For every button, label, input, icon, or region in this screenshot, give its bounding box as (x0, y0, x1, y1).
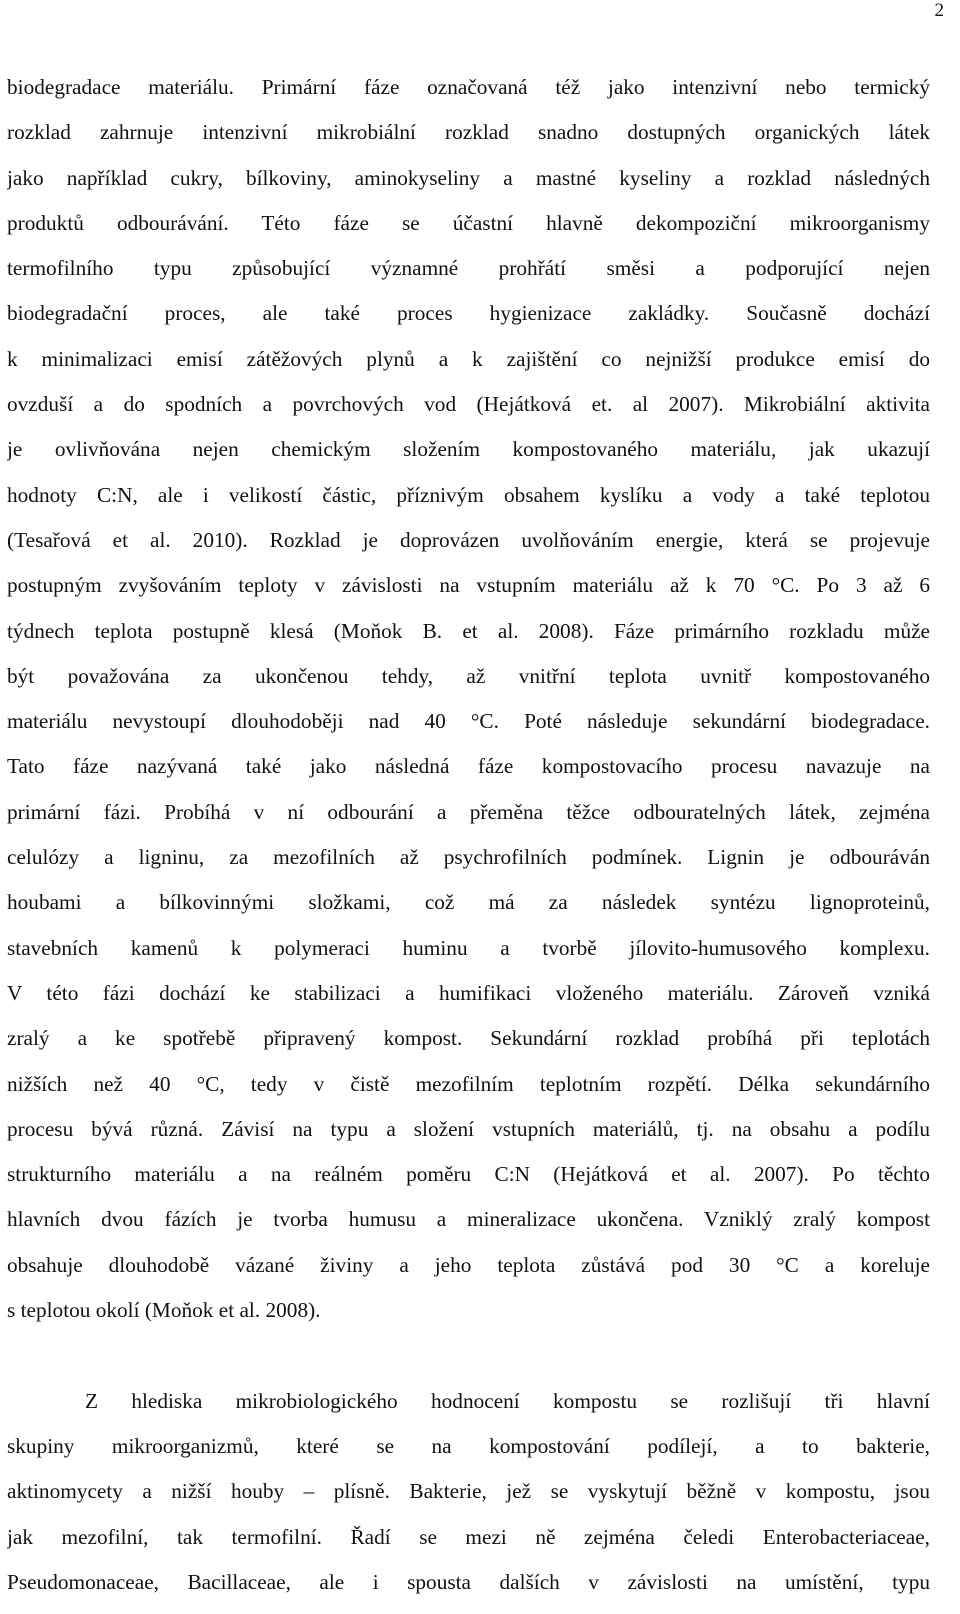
text-line: obsahuje dlouhodobě vázané živiny a jeho teplota zůstává pod 30 °C a koreluje (7, 1252, 930, 1277)
document-body (7, 65, 930, 1605)
text-line: hodnoty C:N, ale i velikostí částic, příznivým obsahem kyslíku a vody a také teplotou (7, 482, 930, 507)
page-number: 2 (934, 0, 944, 21)
text-line: jak mezofilní, tak termofilní. Řadí se mezi ně zejména čeledi Enterobacteriaceae, (7, 1524, 930, 1549)
text-line: zralý a ke spotřebě připravený kompost. Sekundární rozklad probíhá při teplotách (7, 1026, 930, 1051)
text-line: jako například cukry, bílkoviny, aminokyseliny a mastné kyseliny a rozklad následných (7, 165, 930, 190)
text-line: primární fázi. Probíhá v ní odbourání a přeměna těžce odbouratelných látek, zejména (7, 799, 930, 824)
text-line: procesu bývá různá. Závisí na typu a složení vstupních materiálů, tj. na obsahu a podílu (7, 1116, 930, 1141)
text-line: týdnech teplota postupně klesá (Moňok B. et al. 2008). Fáze primárního rozkladu může (7, 618, 930, 643)
text-line: houbami a bílkovinnými složkami, což má za následek syntézu lignoproteinů, (7, 890, 930, 915)
text-line: Tato fáze nazývaná také jako následná fáze kompostovacího procesu navazuje na (7, 754, 930, 779)
text-line: celulózy a ligninu, za mezofilních až psychrofilních podmínek. Lignin je odbouráván (7, 845, 930, 870)
text-line: V této fázi dochází ke stabilizaci a humifikaci vloženého materiálu. Zároveň vzniká (7, 980, 930, 1005)
text-line: postupným zvyšováním teploty v závislosti na vstupním materiálu až k 70 °C. Po 3 až 6 (7, 573, 930, 598)
paragraph-spacer (7, 1333, 930, 1378)
paragraph (7, 65, 930, 1333)
text-line: termofilního typu způsobující významné prohřátí směsi a podporující nejen (7, 256, 930, 281)
text-line: aktinomycety a nižší houby – plísně. Bakterie, jež se vyskytují běžně v kompostu, jsou (7, 1479, 930, 1504)
text-line: stavebních kamenů k polymeraci huminu a tvorbě jílovito-humusového komplexu. (7, 935, 930, 960)
text-line: k minimalizaci emisí zátěžových plynů a k zajištění co nejnižší produkce emisí do (7, 346, 930, 371)
text-line: rozklad zahrnuje intenzivní mikrobiální rozklad snadno dostupných organických látek (7, 120, 930, 145)
text-line: materiálu nevystoupí dlouhodoběji nad 40 °C. Poté následuje sekundární biodegradace. (7, 709, 930, 734)
text-line: skupiny mikroorganizmů, které se na kompostování podílejí, a to bakterie, (7, 1433, 930, 1458)
text-line: strukturního materiálu a na reálném poměru C:N (Hejátková et al. 2007). Po těchto (7, 1162, 930, 1187)
text-line: je ovlivňována nejen chemickým složením kompostovaného materiálu, jak ukazují (7, 437, 930, 462)
text-line: (Tesařová et al. 2010). Rozklad je doprovázen uvolňováním energie, která se projevuje (7, 527, 930, 552)
text-line: produktů odbourávání. Této fáze se účastní hlavně dekompoziční mikroorganismy (7, 210, 930, 235)
paragraph (7, 1379, 930, 1605)
text-line: hlavních dvou fázích je tvorba humusu a mineralizace ukončena. Vzniklý zralý kompost (7, 1207, 930, 1232)
text-line: Z hlediska mikrobiologického hodnocení kompostu se rozlišují tři hlavní (85, 1388, 930, 1413)
text-line: s teplotou okolí (Moňok et al. 2008). (7, 1298, 321, 1323)
text-line: Pseudomonaceae, Bacillaceae, ale i spousta dalších v závislosti na umístění, typu (7, 1569, 930, 1594)
text-line: ovzduší a do spodních a povrchových vod (Hejátková et. al 2007). Mikrobiální aktivita (7, 392, 930, 417)
text-line: nižších než 40 °C, tedy v čistě mezofilním teplotním rozpětí. Délka sekundárního (7, 1071, 930, 1096)
text-line: biodegradace materiálu. Primární fáze označovaná též jako intenzivní nebo termický (7, 75, 930, 99)
text-line: biodegradační proces, ale také proces hygienizace zakládky. Současně dochází (7, 301, 930, 326)
text-line: být považována za ukončenou tehdy, až vnitřní teplota uvnitř kompostovaného (7, 663, 930, 688)
